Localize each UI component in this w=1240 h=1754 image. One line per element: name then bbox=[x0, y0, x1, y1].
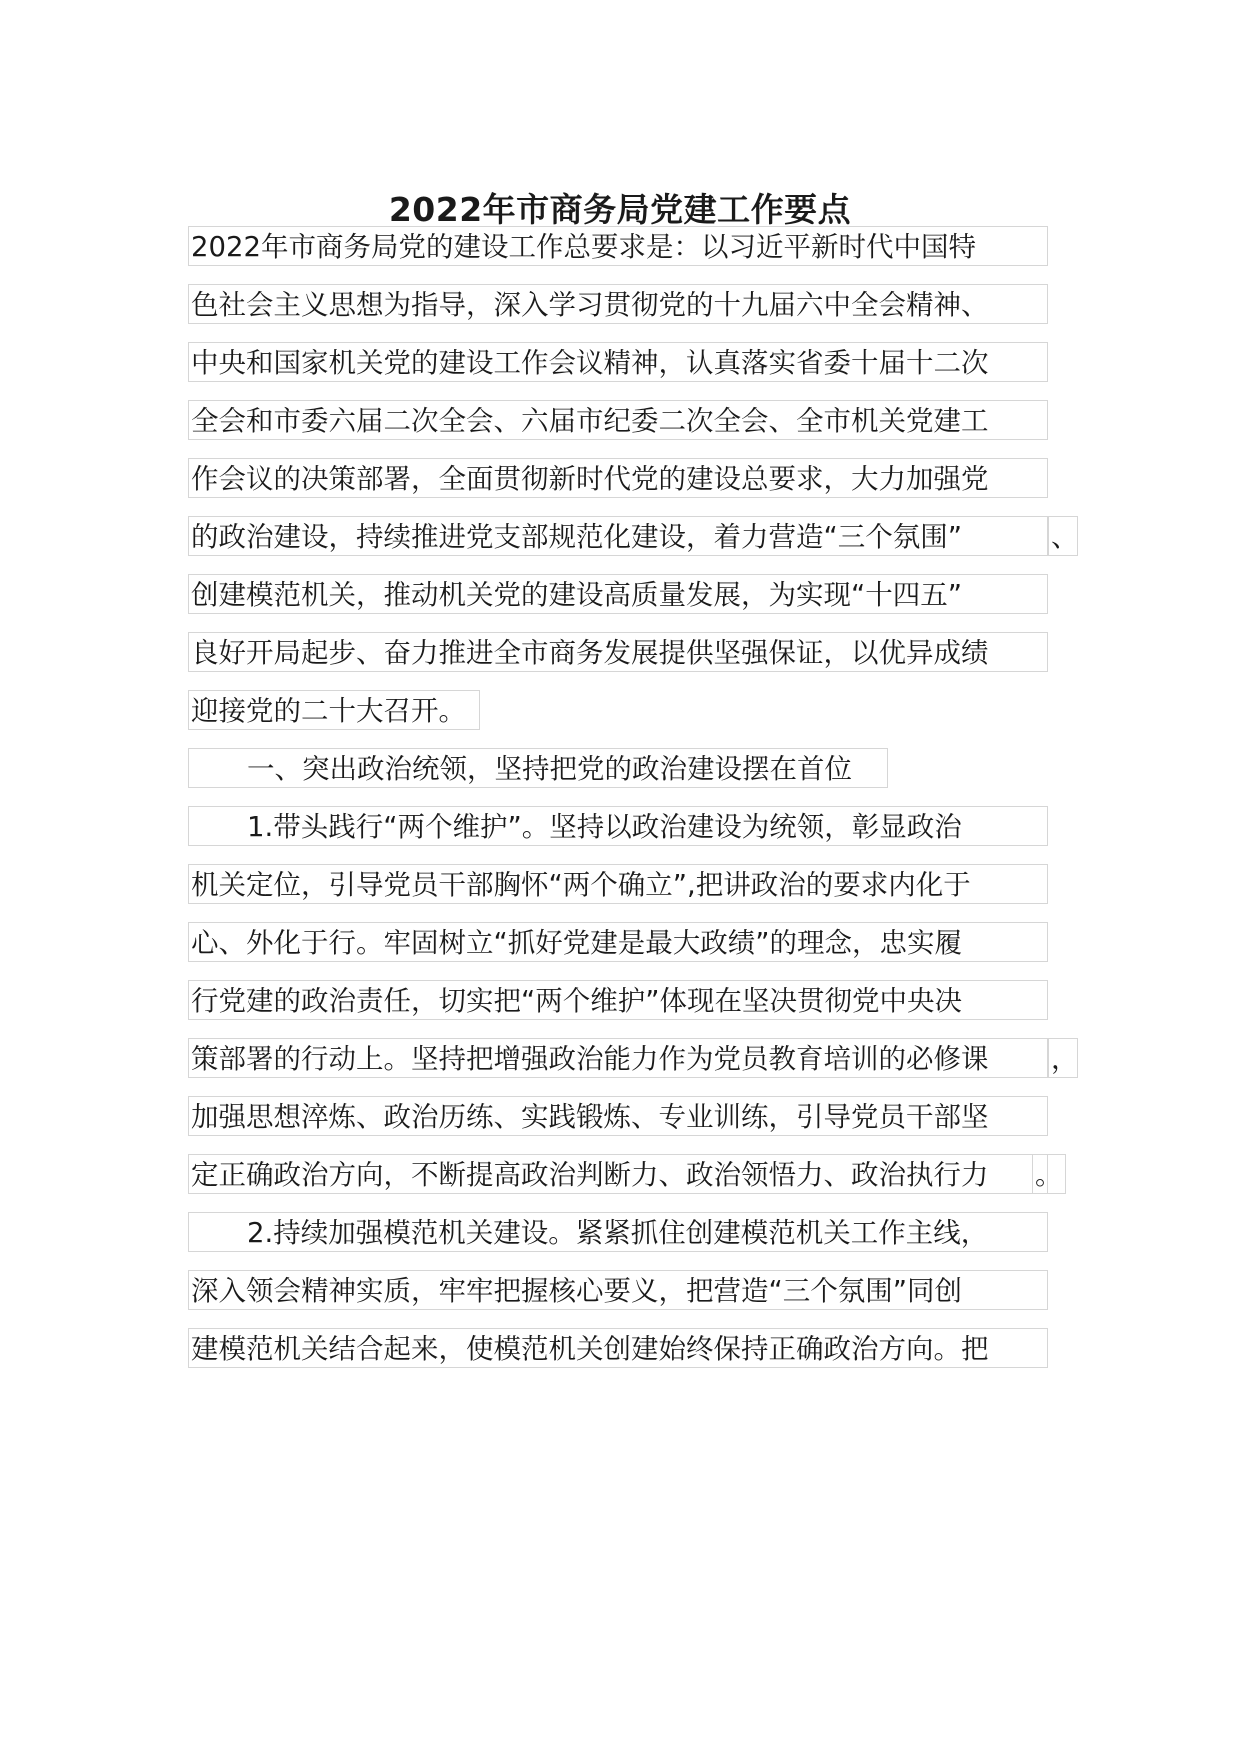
text-line-overflow: 、 bbox=[1048, 516, 1078, 556]
text-line-overflow: 。 bbox=[1032, 1154, 1066, 1194]
text-line: 中央和国家机关党的建设工作会议精神，认真落实省委十届十二次 bbox=[188, 342, 1048, 382]
text-line: 建模范机关结合起来，使模范机关创建始终保持正确政治方向。把 bbox=[188, 1328, 1048, 1368]
text-line: 行党建的政治责任，切实把“两个维护”体现在坚决贯彻党中央决 bbox=[188, 980, 1048, 1020]
text-line: 2.持续加强模范机关建设。紧紧抓住创建模范机关工作主线， bbox=[188, 1212, 1048, 1252]
section-heading: 一、突出政治统领，坚持把党的政治建设摆在首位 bbox=[188, 748, 888, 788]
text-line: 2022年市商务局党的建设工作总要求是：以习近平新时代中国特 bbox=[188, 226, 1048, 266]
text-line: 迎接党的二十大召开。 bbox=[188, 690, 480, 730]
text-line: 定正确政治方向，不断提高政治判断力、政治领悟力、政治执行力 bbox=[188, 1154, 1048, 1194]
document-title: 2022年市商务局党建工作要点 bbox=[388, 190, 852, 229]
text-line: 全会和市委六届二次全会、六届市纪委二次全会、全市机关党建工 bbox=[188, 400, 1048, 440]
text-line: 机关定位，引导党员干部胸怀“两个确立”,把讲政治的要求内化于 bbox=[188, 864, 1048, 904]
text-line: 加强思想淬炼、政治历练、实践锻炼、专业训练，引导党员干部坚 bbox=[188, 1096, 1048, 1136]
text-line-overflow: ， bbox=[1048, 1038, 1078, 1078]
text-line: 良好开局起步、奋力推进全市商务发展提供坚强保证，以优异成绩 bbox=[188, 632, 1048, 672]
text-line: 1.带头践行“两个维护”。坚持以政治建设为统领，彰显政治 bbox=[188, 806, 1048, 846]
text-line: 作会议的决策部署，全面贯彻新时代党的建设总要求，大力加强党 bbox=[188, 458, 1048, 498]
text-line: 的政治建设，持续推进党支部规范化建设，着力营造“三个氛围” bbox=[188, 516, 1048, 556]
text-line: 策部署的行动上。坚持把增强政治能力作为党员教育培训的必修课 bbox=[188, 1038, 1048, 1078]
text-line: 创建模范机关，推动机关党的建设高质量发展，为实现“十四五” bbox=[188, 574, 1048, 614]
text-line: 色社会主义思想为指导，深入学习贯彻党的十九届六中全会精神、 bbox=[188, 284, 1048, 324]
text-line: 深入领会精神实质，牢牢把握核心要义，把营造“三个氛围”同创 bbox=[188, 1270, 1048, 1310]
text-line: 心、外化于行。牢固树立“抓好党建是最大政绩”的理念，忠实履 bbox=[188, 922, 1048, 962]
